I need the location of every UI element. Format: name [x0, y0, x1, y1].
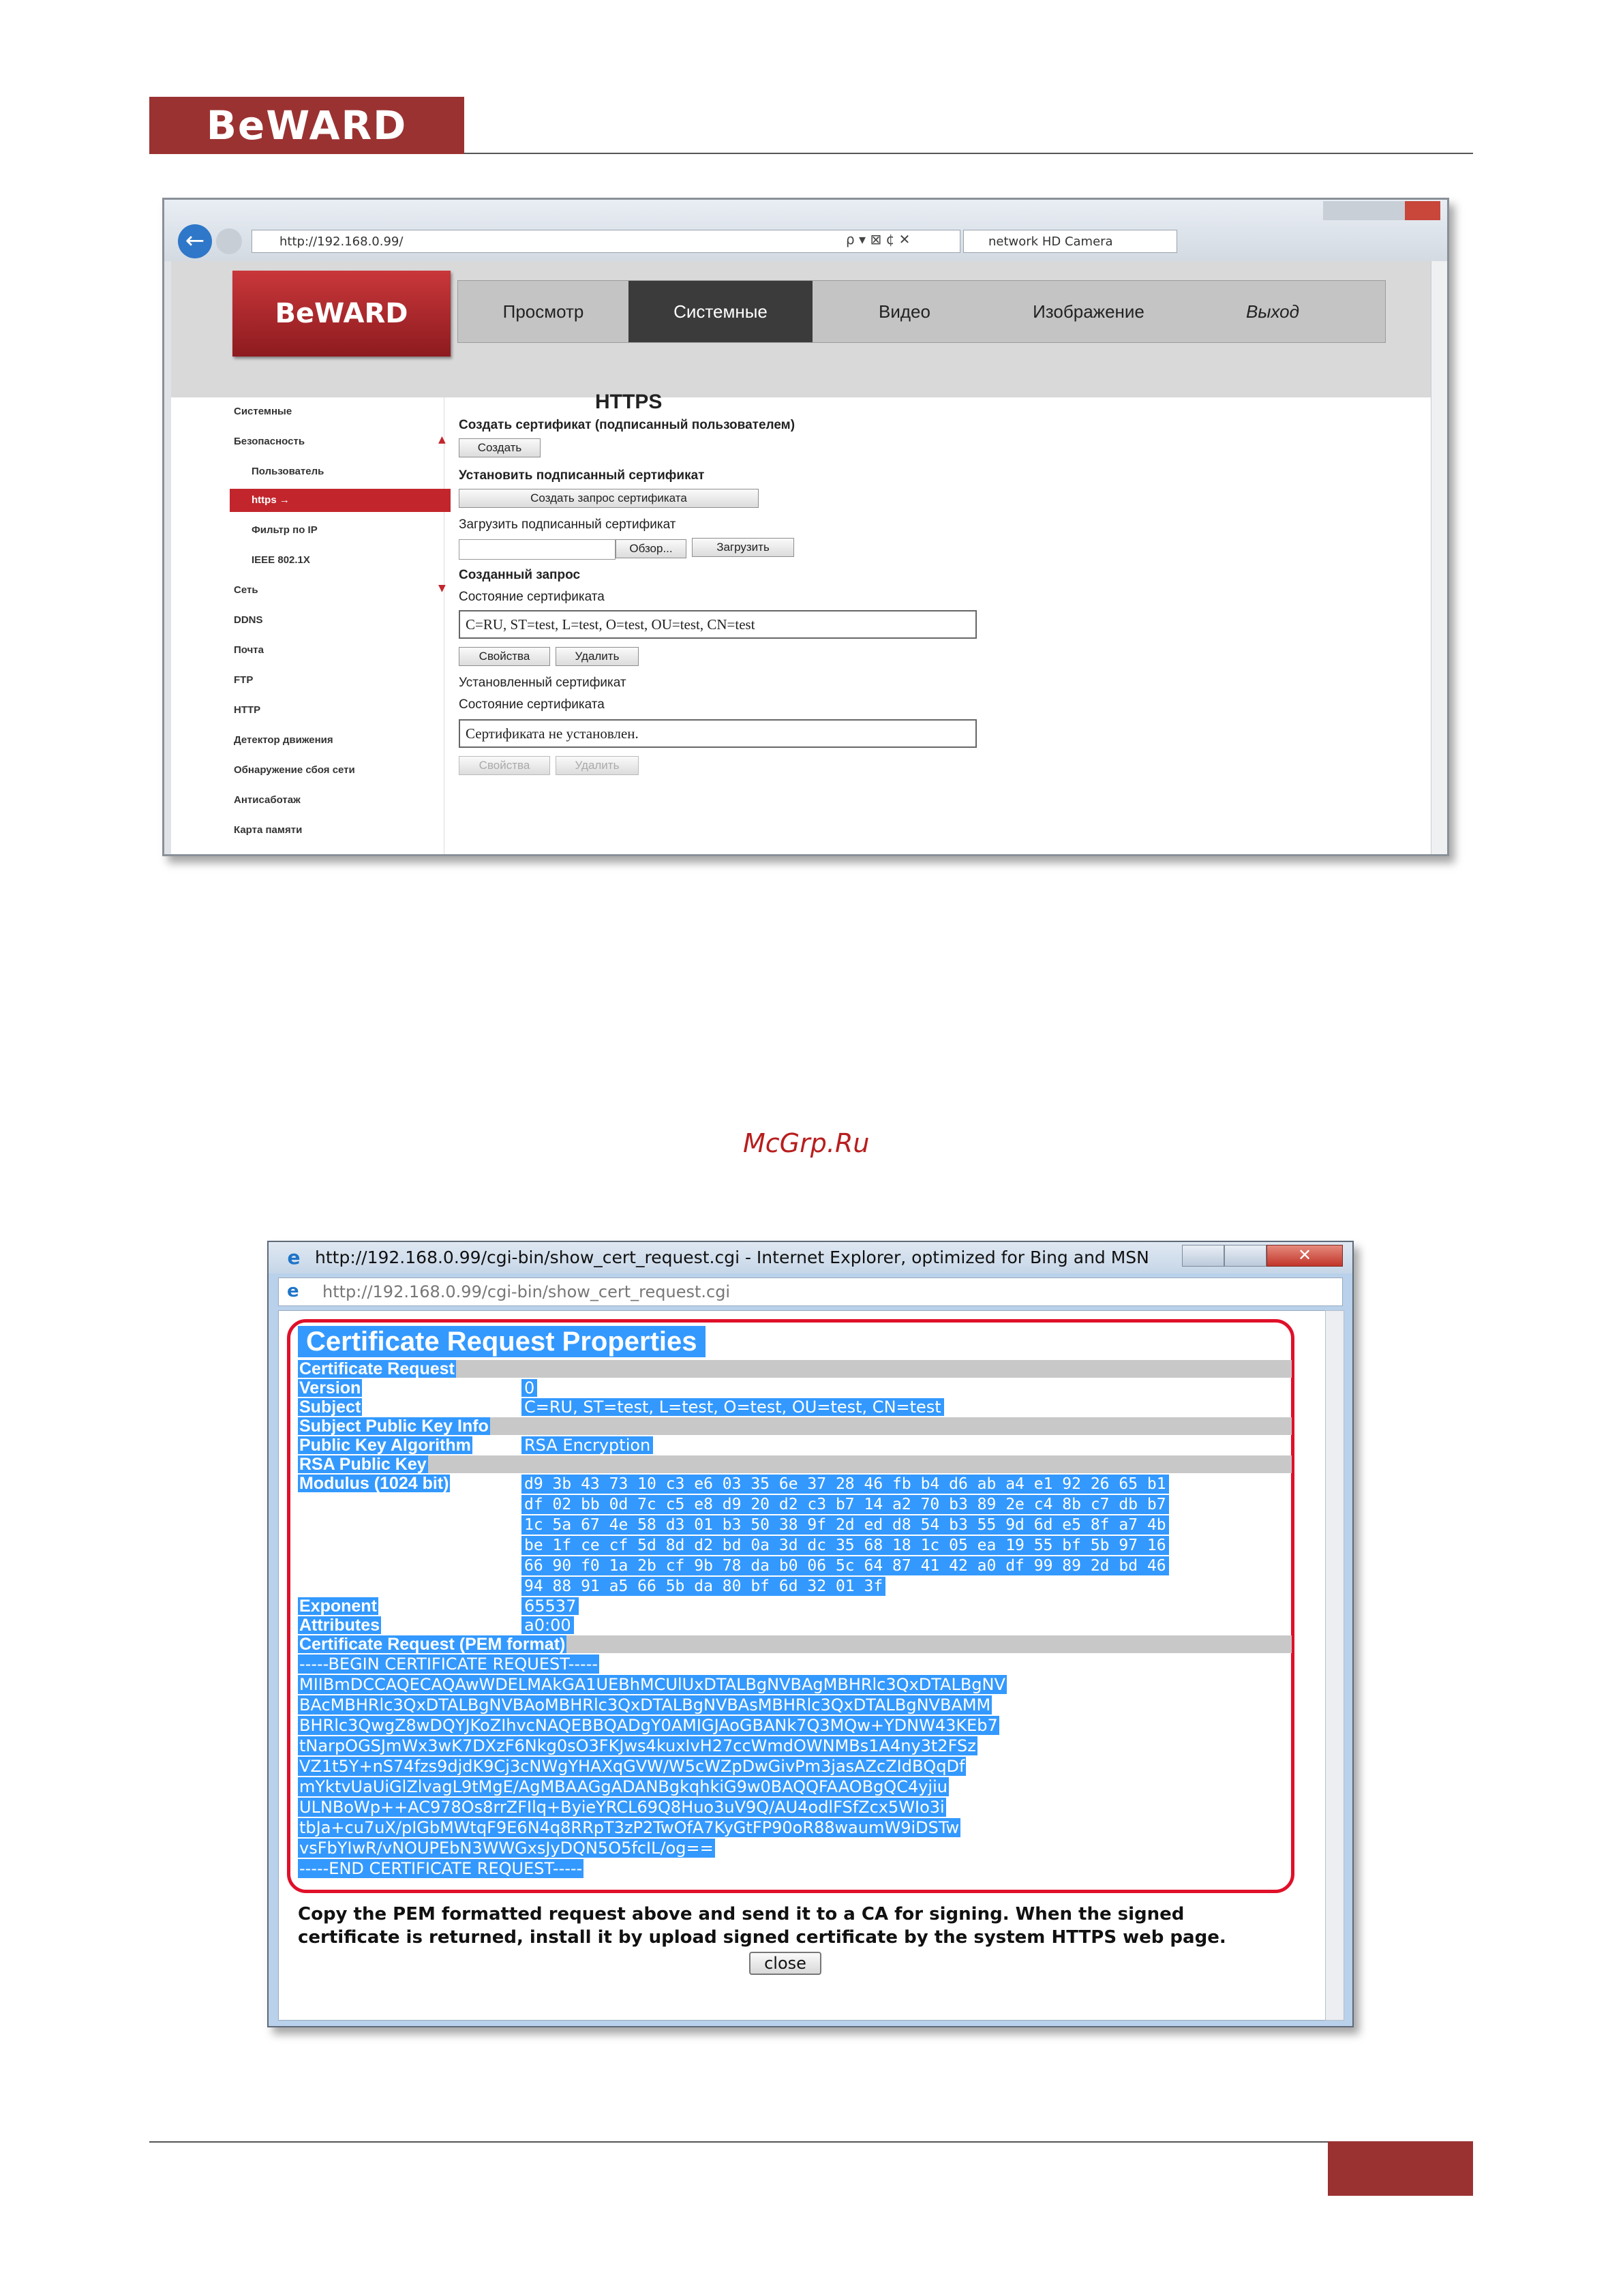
label-certificate-request: Certificate Request	[299, 1359, 455, 1378]
https-settings-panel	[452, 391, 1427, 854]
address-bar[interactable]: http://192.168.0.99/	[252, 230, 960, 253]
modulus-line: be 1f ce cf 5d 8d d2 bd 0a 3d dc 35 68 18 1c 05 ea 19 55 bf 5b 97 16	[521, 1536, 1169, 1555]
modulus-line: df 02 bb 0d 7c c5 e8 d9 20 d2 c3 b7 14 a2 70 b3 89 2e c4 8b c7 db b7	[521, 1495, 1169, 1514]
pem-line: MIIBmDCCAQECAQAwWDELMAkGA1UEBhMCUlUxDTALBgNVBAgMBHRlc3QxDTALBgNV	[299, 1675, 1005, 1694]
sidebar-item-http[interactable]: HTTP	[234, 704, 261, 716]
value-attributes: a0:00	[521, 1616, 574, 1634]
modulus-line: d9 3b 43 73 10 c3 e6 03 35 6e 37 28 46 fb b4 d6 ab a4 e1 92 26 65 b1	[521, 1475, 1169, 1494]
footer-rule	[149, 2141, 1473, 2143]
footer-page-block	[1328, 2141, 1473, 2196]
create-button[interactable]: Создать	[459, 438, 541, 457]
value-version: 0	[521, 1379, 537, 1397]
window-title: http://192.168.0.99/cgi-bin/show_cert_request.cgi - Internet Explorer, optimized for Bing and MSN	[315, 1248, 1149, 1267]
cert-state-field: C=RU, ST=test, L=test, O=test, OU=test, CN=test	[459, 610, 977, 639]
page-scrollbar[interactable]	[1431, 261, 1448, 854]
modulus-line: 66 90 f0 1a 2b cf 9b 78 da b0 06 5c 64 87 41 42 a0 df 99 89 2d bd 46	[521, 1556, 1169, 1575]
sidebar-item-security[interactable]: Безопасность	[234, 436, 305, 447]
label-rsa: RSA Public Key	[299, 1455, 427, 1474]
row-pem	[298, 1635, 1292, 1653]
maximize-icon[interactable]	[1224, 1245, 1266, 1267]
ie-icon: e	[287, 1246, 301, 1269]
page-title: HTTPS	[595, 391, 663, 413]
instruction-line-2: certificate is returned, install it by upload signed certificate by the system HTTPS web page.	[298, 1927, 1226, 1948]
nav-system[interactable]: Системные	[628, 281, 813, 342]
sidebar-item-motion[interactable]: Детектор движения	[234, 734, 333, 746]
cert-state-label: Состояние сертификата	[459, 590, 605, 604]
nav-image[interactable]: Изображение	[1033, 301, 1144, 322]
back-arrow-icon[interactable]: ←	[178, 224, 212, 258]
camera-brand-logo: BeWARD	[232, 271, 451, 357]
minimize-icon[interactable]	[1182, 1245, 1224, 1267]
properties-button[interactable]: Свойства	[459, 647, 550, 666]
label-exponent: Exponent	[299, 1597, 377, 1616]
create-cert-label: Создать сертификат (подписанный пользователем)	[459, 418, 795, 432]
label-attributes: Attributes	[299, 1616, 380, 1635]
forward-icon[interactable]	[216, 228, 242, 254]
instruction-line-1: Copy the PEM formatted request above and send it to a CA for signing. When the signed	[298, 1904, 1185, 1924]
watermark-text: McGrp.Ru	[743, 1128, 870, 1158]
file-path-input[interactable]	[459, 539, 616, 560]
installed-state-label: Состояние сертификата	[459, 697, 605, 712]
main-nav	[457, 280, 1386, 343]
cert-request-content	[278, 1310, 1326, 2021]
pem-line: BHRlc3QwgZ8wDQYJKoZIhvcNAQEBBQADgY0AMIGJAoGBANk7Q3MQw+YDNW43KEb7	[299, 1716, 998, 1735]
row-exponent	[298, 1597, 1292, 1615]
row-rsa	[298, 1455, 1292, 1473]
sidebar-item-memory-card[interactable]: Карта памяти	[234, 824, 303, 836]
camera-ui-screenshot	[162, 198, 1449, 856]
pem-line: -----END CERTIFICATE REQUEST-----	[299, 1859, 583, 1878]
pem-line: vsFbYIwR/vNOUPEbN3WWGxsJyDQN5O5fcIL/og==	[299, 1839, 714, 1858]
installed-cert-label: Установленный сертификат	[459, 676, 626, 690]
pem-line: -----BEGIN CERTIFICATE REQUEST-----	[299, 1655, 598, 1674]
pem-line: tbJa+cu7uX/pIGbMWtqF9E6N4q8RRpT3zP2TwOfA7KyGtFP90oR88waumW9iDSTw	[299, 1818, 960, 1837]
value-exponent: 65537	[521, 1597, 579, 1615]
delete-button[interactable]: Удалить	[556, 647, 639, 666]
row-certificate-request	[298, 1360, 1292, 1378]
properties-button-disabled: Свойства	[459, 756, 550, 775]
label-spki: Subject Public Key Info	[299, 1417, 489, 1436]
sidebar-item-ip-filter[interactable]: Фильтр по IP	[252, 524, 318, 536]
expand-arrow-icon[interactable]: ▼	[438, 583, 446, 594]
window-close-icon[interactable]	[1405, 201, 1440, 220]
nav-video[interactable]: Видео	[879, 301, 930, 322]
header-rule	[464, 153, 1473, 154]
settings-sidebar	[171, 397, 444, 854]
sidebar-item-https[interactable]: https →	[230, 489, 451, 512]
address-url[interactable]: http://192.168.0.99/cgi-bin/show_cert_request.cgi	[322, 1282, 731, 1301]
sidebar-item-ftp[interactable]: FTP	[234, 674, 254, 686]
modulus-line: 1c 5a 67 4e 58 d3 01 b3 50 38 9f 2d ed d8 54 b3 55 9d 6d e5 8f a7 4b	[521, 1515, 1169, 1535]
web-page	[171, 261, 1431, 854]
row-version	[298, 1379, 1292, 1397]
sidebar-item-net-failure[interactable]: Обнаружение сбоя сети	[234, 764, 355, 776]
address-tools-icons[interactable]: ρ ▾ ⊠ ¢ ✕	[846, 231, 911, 247]
cert-heading: Certificate Request Properties	[298, 1326, 706, 1357]
close-window-icon[interactable]: ✕	[1266, 1245, 1343, 1267]
created-request-label: Созданный запрос	[459, 568, 581, 582]
nav-view[interactable]: Просмотр	[502, 301, 584, 322]
address-bar[interactable]	[278, 1278, 1343, 1306]
nav-exit[interactable]: Выход	[1245, 301, 1299, 322]
browser-tab[interactable]: network HD Camera	[963, 230, 1177, 253]
sidebar-item-system[interactable]: Системные	[234, 406, 292, 417]
label-subject: Subject	[299, 1398, 361, 1417]
value-subject: C=RU, ST=test, L=test, O=test, OU=test, CN=test	[521, 1398, 944, 1416]
sidebar-item-network[interactable]: Сеть	[234, 584, 258, 596]
pem-line: tNarpOGSJmWx3wK7DXzF6Nkg0sO3FKJws4kuxIvH27ccWmdOWNMBs1A4ny3t2FSz	[299, 1736, 976, 1755]
close-button[interactable]: close	[749, 1952, 821, 1975]
row-pka	[298, 1436, 1292, 1454]
label-pem: Certificate Request (PEM format)	[299, 1635, 566, 1654]
modulus-line: 94 88 91 a5 66 5b da 80 bf 6d 32 01 3f	[521, 1577, 885, 1596]
row-spki	[298, 1417, 1292, 1435]
sidebar-item-ieee[interactable]: IEEE 802.1X	[252, 554, 310, 566]
window-scrollbar[interactable]	[1325, 1310, 1344, 2021]
pem-line: BAcMBHRlc3QxDTALBgNVBAoMBHRlc3QxDTALBgNVBAsMBHRlc3QxDTALBgNVBAMM	[299, 1695, 991, 1715]
pem-line: mYktvUaUiGlZlvagL9tMgE/AgMBAAGgADANBgkqhkiG9w0BAQQFAAOBgQC4yjiu	[299, 1777, 947, 1796]
install-signed-label: Установить подписанный сертификат	[459, 468, 705, 483]
ie-page-icon: e	[287, 1281, 299, 1301]
pem-line: ULNBoWp++AC978Os8rrZFIlq+ByieYRCL69Q8Huo3uV9Q/AU4odlFSfZcx5WIo3i	[299, 1798, 945, 1817]
sidebar-item-mail[interactable]: Почта	[234, 644, 264, 656]
label-modulus: Modulus (1024 bit)	[299, 1474, 449, 1493]
sidebar-item-ddns[interactable]: DDNS	[234, 614, 263, 626]
cert-request-window	[267, 1241, 1354, 2027]
sidebar-item-antisabotage[interactable]: Антисаботаж	[234, 794, 301, 806]
value-pka: RSA Encryption	[521, 1436, 653, 1454]
row-subject	[298, 1398, 1292, 1416]
sidebar-item-user[interactable]: Пользователь	[252, 466, 324, 477]
label-version: Version	[299, 1378, 361, 1398]
pem-line: VZ1t5Y+nS74fzs9djdK9Cj3cNWgYHAXqGVW/W5cWZpDwGivPm3jasAZcZIdBQqDf	[299, 1757, 965, 1776]
label-pka: Public Key Algorithm	[299, 1436, 471, 1455]
create-request-button[interactable]: Создать запрос сертификата	[459, 489, 759, 508]
delete-button-disabled: Удалить	[556, 756, 639, 775]
installed-state-field: Сертификата не установлен.	[459, 719, 977, 748]
row-shade	[298, 1455, 1292, 1473]
upload-button[interactable]: Загрузить	[692, 538, 794, 557]
browse-button[interactable]: Обзор...	[616, 539, 686, 558]
row-attributes	[298, 1616, 1292, 1634]
upload-signed-label: Загрузить подписанный сертификат	[459, 517, 676, 532]
brand-logo: BeWARD	[149, 97, 464, 154]
collapse-arrow-icon[interactable]: ▲	[438, 434, 446, 445]
